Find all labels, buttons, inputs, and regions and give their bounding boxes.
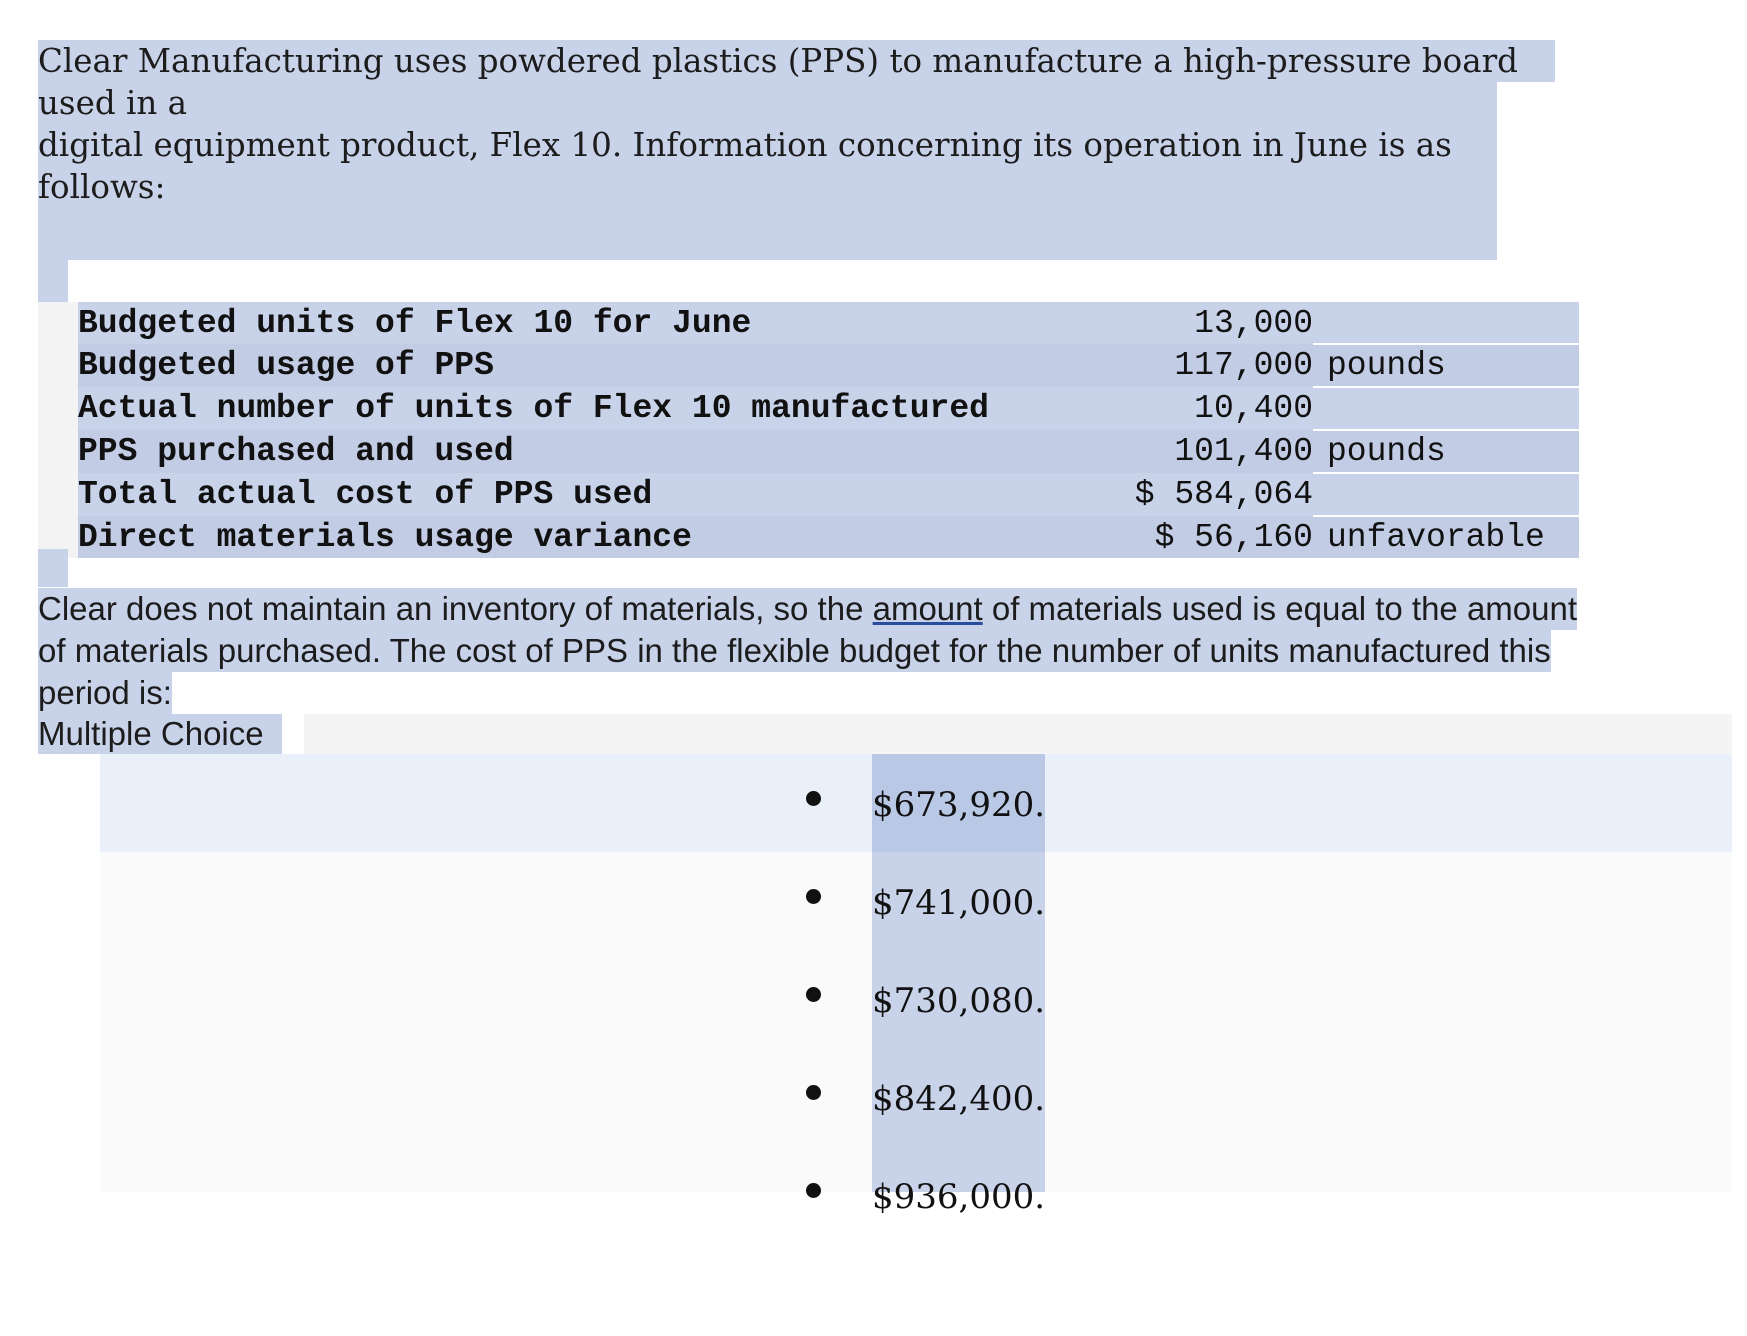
row-label: Budgeted usage of PPS — [78, 344, 1113, 387]
multiple-choice-header-bar — [304, 714, 1732, 754]
choices-text-layer — [100, 754, 1732, 1217]
row-gutter — [38, 430, 78, 473]
table-selection-strip — [38, 549, 68, 587]
choice-text-2[interactable]: $741,000. — [872, 883, 1046, 923]
row-value: 117,000 — [1113, 344, 1313, 387]
row-unit: pounds — [1313, 430, 1579, 473]
intro-line-2: digital equipment product, Flex 10. Information concerning its operation in June is as follows: — [38, 126, 1452, 206]
choice-text-1[interactable]: $673,920. — [872, 785, 1046, 825]
row-gutter — [38, 473, 78, 516]
choice-text-5[interactable]: $936,000. — [872, 1177, 1046, 1217]
row-unit — [1313, 387, 1579, 430]
row-unit: unfavorable — [1313, 516, 1579, 558]
table-row — [38, 516, 1579, 558]
row-value: $ 584,064 — [1113, 473, 1313, 516]
row-unit — [1313, 302, 1579, 344]
row-unit: pounds — [1313, 344, 1579, 387]
choice-text-3[interactable]: $730,080. — [872, 981, 1046, 1021]
multiple-choice-label: Multiple Choice — [38, 714, 282, 754]
intro-paragraph — [38, 40, 1568, 208]
row-value: 101,400 — [1113, 430, 1313, 473]
question-text: of materials used is equal to the amount — [982, 590, 1578, 627]
row-label: Direct materials usage variance — [78, 516, 1113, 558]
table-row — [38, 473, 1579, 516]
row-label: Total actual cost of PPS used — [78, 473, 1113, 516]
question-line-3: period is: — [38, 672, 172, 714]
question-line-1 — [38, 588, 1577, 630]
row-label: Actual number of units of Flex 10 manufactured — [78, 387, 1113, 430]
question-paragraph — [38, 588, 1738, 714]
operation-data-table — [38, 302, 1579, 558]
row-gutter — [38, 387, 78, 430]
amount-link[interactable]: amount — [872, 590, 983, 627]
row-value: $ 56,160 — [1113, 516, 1313, 558]
intro-line-1: Clear Manufacturing uses powdered plastics (PPS) to manufacture a high-pressure board used in a — [38, 42, 1518, 122]
question-text: Clear does not maintain an inventory of materials, so the — [38, 590, 873, 627]
table-row — [38, 387, 1579, 430]
table-row — [38, 302, 1579, 344]
table-row — [38, 430, 1579, 473]
row-gutter — [38, 302, 78, 344]
row-unit — [1313, 473, 1579, 516]
row-value: 10,400 — [1113, 387, 1313, 430]
question-line-2: of materials purchased. The cost of PPS in the flexible budget for the number of units manufactured this — [38, 630, 1551, 672]
row-gutter — [38, 344, 78, 387]
choice-text-4[interactable]: $842,400. — [872, 1079, 1046, 1119]
row-label: Budgeted units of Flex 10 for June — [78, 302, 1113, 344]
table-row — [38, 344, 1579, 387]
row-value: 13,000 — [1113, 302, 1313, 344]
row-label: PPS purchased and used — [78, 430, 1113, 473]
intro-selection-strip — [38, 260, 68, 302]
